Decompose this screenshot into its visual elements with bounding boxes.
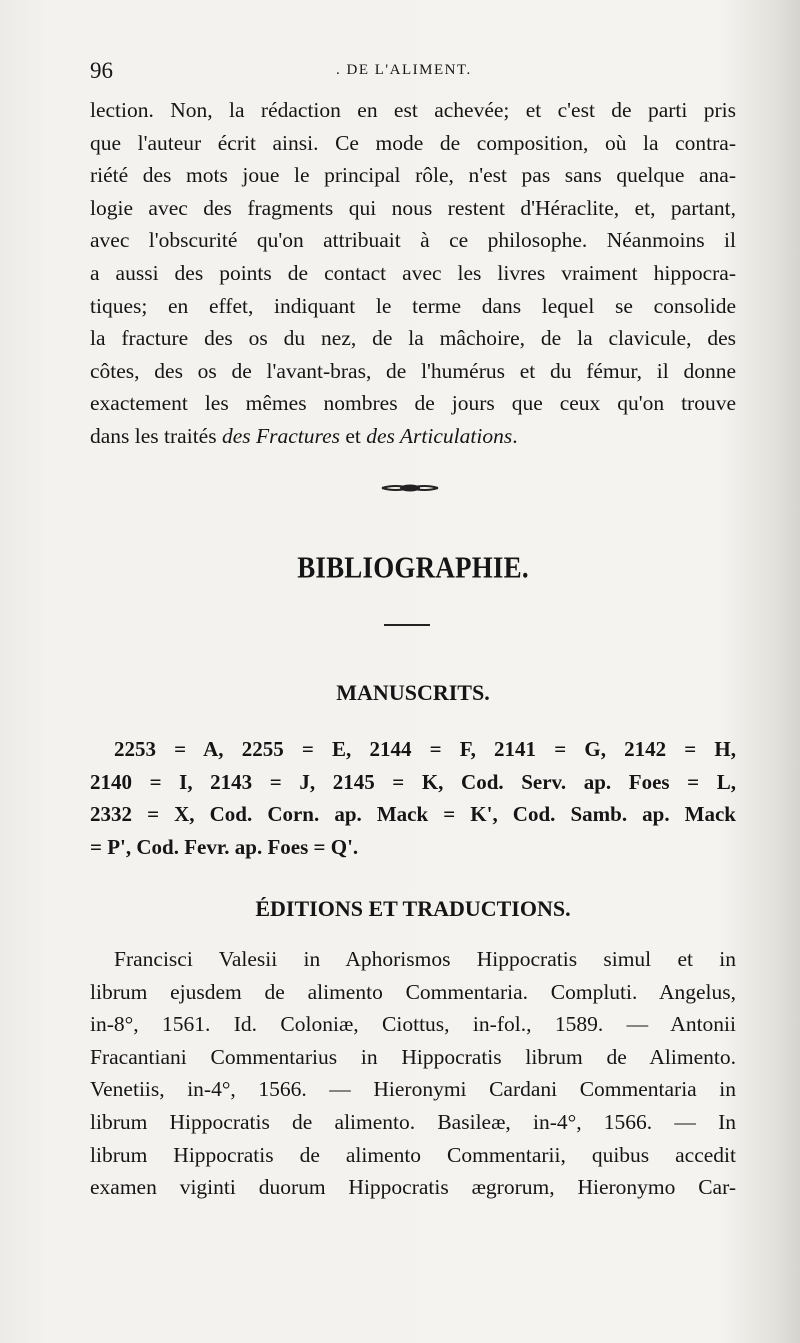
text-line: in-8°, 1561. Id. Coloniæ, Ciottus, in-fol., 1589. — Antonii	[90, 1012, 736, 1037]
editions-paragraph	[90, 943, 736, 1204]
text-line: examen viginti duorum Hippocratis ægrorum, Hieronymo Car-	[90, 1175, 736, 1200]
text-line: exactement les mêmes nombres de jours que ceux qu'on trouve	[90, 391, 736, 416]
text-line: Venetiis, in-4°, 1566. — Hieronymi Cardani Commentaria in	[90, 1077, 736, 1102]
text-line: 2140 = I, 2143 = J, 2145 = K, Cod. Serv. ap. Foes = L,	[90, 769, 736, 794]
text-fragment: dans les traités	[90, 423, 222, 448]
text-line: librum Hippocratis de alimento. Basileæ, in-4°, 1566. — In	[90, 1109, 736, 1134]
text-line: Fracantiani Commentarius in Hippocratis librum de Alimento.	[90, 1044, 736, 1069]
text-line: la fracture des os du nez, de la mâchoire, de la clavicule, des	[90, 326, 736, 351]
text-line: a aussi des points de contact avec les livres vraiment hippocra-	[90, 260, 736, 285]
text-line: que l'auteur écrit ainsi. Ce mode de composition, où la contra-	[90, 130, 736, 155]
manuscripts-list	[90, 733, 736, 863]
italic-title: des Fractures	[221, 423, 340, 448]
text-line-last	[90, 420, 736, 453]
text-line: lection. Non, la rédaction en est achevée; et c'est de parti pris	[90, 98, 736, 122]
text-line: tiques; en effet, indiquant le terme dans lequel se consolide	[90, 293, 736, 318]
text-line: Francisci Valesii in Aphorismos Hippocratis simul et in	[114, 947, 736, 971]
text-line: 2253 = A, 2255 = E, 2144 = F, 2141 = G, 2142 = H,	[114, 737, 736, 761]
running-head: . DE L'ALIMENT.	[336, 62, 472, 78]
page-number: 96	[90, 58, 113, 83]
text-line: avec l'obscurité qu'on attribuait à ce philosophe. Néanmoins il	[90, 228, 736, 253]
heading-bibliographie: BIBLIOGRAPHIE.	[297, 549, 529, 585]
text-line: 2332 = X, Cod. Corn. ap. Mack = K', Cod. Samb. ap. Mack	[90, 802, 736, 827]
text-line: côtes, des os de l'avant-bras, de l'humérus et du fémur, il donne	[90, 358, 736, 383]
italic-title: des Articulations	[366, 423, 513, 448]
text-fragment: et	[339, 423, 367, 448]
ornament-divider	[380, 482, 440, 494]
heading-rule	[384, 624, 430, 626]
text-line: librum Hippocratis de alimento Commentarii, quibus accedit	[90, 1142, 736, 1167]
text-fragment: .	[512, 423, 518, 448]
paragraph-intro	[90, 94, 736, 453]
text-line: = P', Cod. Fevr. ap. Foes = Q'.	[90, 834, 359, 859]
text-line: librum ejusdem de alimento Commentaria. Compluti. Angelus,	[90, 979, 736, 1004]
text-line: logie avec des fragments qui nous restent d'Héraclite, et, partant,	[90, 195, 736, 220]
heading-editions: ÉDITIONS ET TRADUCTIONS.	[255, 896, 571, 921]
heading-manuscrits: MANUSCRITS.	[336, 680, 490, 705]
page-header	[0, 58, 800, 88]
text-line: riété des mots joue le principal rôle, n'est pas sans quelque ana-	[90, 163, 736, 188]
